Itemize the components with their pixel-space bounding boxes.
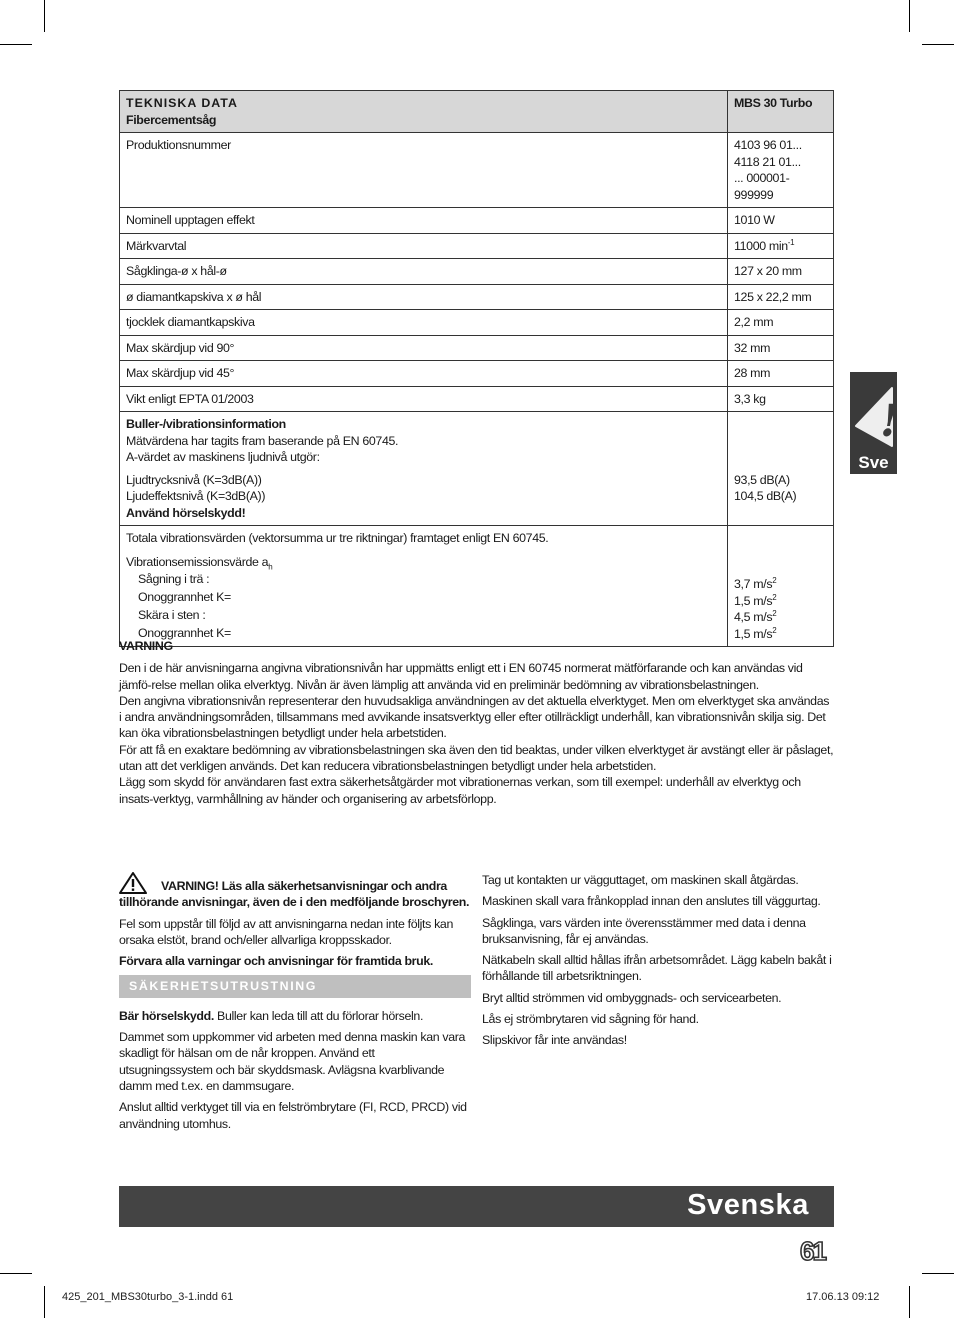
row-label: tjocklek diamantkapskiva xyxy=(120,310,728,336)
vibration-wood-label: Sågning i trä : xyxy=(138,572,210,586)
vibration-wood-uncertainty-text: 1,5 m/s xyxy=(734,593,773,608)
list-item: Nätkabeln skall alltid hållas ifrån arbetsområdet. Lägg kabeln bakåt i förhållande till arbetsriktningen. xyxy=(482,953,832,984)
row-value-text: 11000 min xyxy=(734,238,788,253)
crop-mark xyxy=(909,1286,910,1318)
hearing-bold: Bär hörselskydd. xyxy=(119,1008,214,1023)
unit-exponent: 2 xyxy=(772,625,777,635)
list-item: Tag ut kontakten ur vägguttaget, om maskinen skall åtgärdas. xyxy=(482,873,799,887)
row-label: Sågklinga-ø x hål-ø xyxy=(120,259,728,285)
row-value: 3,3 kg xyxy=(728,386,834,412)
noise-title: Buller-/vibrationsinformation xyxy=(126,417,286,431)
production-value-1: 4103 96 01... xyxy=(734,138,802,152)
production-value-3: ... 000001-999999 xyxy=(734,171,790,202)
section-title-bar: SÄKERHETSUTRUSTNING xyxy=(119,975,471,997)
vibration-stone-value-text: 4,5 m/s xyxy=(734,610,773,624)
vibration-intro: Totala vibrationsvärden (vektorsumma ur tre riktningar) framtaget enligt EN 60745. xyxy=(126,531,549,545)
safety-warning-body: Fel som uppstår till följd av att anvisningarna nedan inte följts kan orsaka elstöt, brand och/eller allvarliga kroppsskador. xyxy=(119,916,453,947)
crop-mark xyxy=(0,44,32,45)
vibration-warning-section xyxy=(119,638,834,807)
slug-date: 17.06.13 09:12 xyxy=(806,1291,880,1303)
noise-line-2: A-värdet av maskinens ljudnivå utgör: xyxy=(126,450,320,464)
crop-mark xyxy=(909,0,910,32)
table-row xyxy=(120,361,834,387)
production-value-2: 4118 21 01... xyxy=(734,154,801,169)
noise-row xyxy=(120,412,834,526)
list-item: Slipskivor får inte användas! xyxy=(482,1033,627,1048)
noise-power-label: Ljudeffektsnivå (K=3dB(A)) xyxy=(126,489,266,503)
table-row xyxy=(120,233,834,259)
table-row xyxy=(120,208,834,234)
warning-paragraph: För att få en exaktare bedömning av vibrationsbelastningen ska även den tid beaktas, under vilken elverktyget är avstängt eller är påslaget, utan att det verkligen används. Det kan reducera vibrationsbelastningen betydligt under hela arbetstiden. xyxy=(119,742,834,774)
production-value xyxy=(728,133,834,208)
table-row xyxy=(120,284,834,310)
vibration-value-cell xyxy=(728,526,834,647)
noise-line-1: Mätvärdena har tagits fram baserande på EN 60745. xyxy=(126,433,399,448)
row-label: Märkvarvtal xyxy=(120,233,728,259)
crop-mark xyxy=(922,1273,954,1274)
row-label: Max skärdjup vid 45° xyxy=(120,361,728,387)
list-item: Lås ej strömbrytaren vid sågning för hand. xyxy=(482,1012,699,1027)
safety-warning-text: VARNING! Läs alla säkerhetsanvisningar och andra tillhörande anvisningar, även de i den medföljande broschyren. xyxy=(119,879,470,910)
vibration-wood-value-text: 3,7 m/s xyxy=(734,577,773,591)
table-header-subtitle: Fibercementsåg xyxy=(126,112,217,127)
vibration-emission-sub: h xyxy=(268,561,273,571)
warning-title: VARNING xyxy=(119,639,173,653)
right-column xyxy=(482,872,834,1054)
warning-triangle-icon xyxy=(852,378,900,448)
row-label: ø diamantkapskiva x ø hål xyxy=(120,284,728,310)
dust-paragraph: Dammet som uppkommer vid arbeten med denna maskin kan vara skadligt för hälsan om de når kroppen. Använd ett utsugningssystem och bär skyddsmask. Avlägsna kvarblivande damm med t.ex. en dammsugare. xyxy=(119,1030,466,1093)
vibration-wood-uncertainty-label: Onoggrannhet K= xyxy=(138,590,231,604)
warning-triangle-icon xyxy=(119,872,147,894)
vibration-emission-label xyxy=(126,554,721,571)
svg-text:!: ! xyxy=(880,396,900,447)
safety-warning-heading xyxy=(119,872,471,911)
table-header-model: MBS 30 Turbo xyxy=(728,91,834,133)
crop-mark xyxy=(922,44,954,45)
page-number: 61 xyxy=(800,1236,825,1266)
row-value xyxy=(728,233,834,259)
vibration-wood-uncertainty-value xyxy=(734,593,827,610)
language-side-tab xyxy=(850,372,900,474)
side-tab-label: Sve xyxy=(858,453,889,472)
table-header-row xyxy=(120,91,834,133)
language-footer-bar xyxy=(119,1186,834,1227)
row-value: 28 mm xyxy=(728,361,834,387)
unit-exponent: 2 xyxy=(772,592,777,602)
vibration-row xyxy=(120,526,834,647)
slug-file: 425_201_MBS30turbo_3-1.indd 61 xyxy=(62,1291,234,1303)
row-value: 1010 W xyxy=(728,208,834,234)
technical-data-table xyxy=(119,90,834,647)
row-value: 125 x 22,2 mm xyxy=(728,284,834,310)
hearing-protection xyxy=(119,1008,471,1024)
list-item: Bryt alltid strömmen vid ombyggnads- och servicearbeten. xyxy=(482,990,782,1005)
table-row xyxy=(120,335,834,361)
vibration-wood-value xyxy=(734,576,827,593)
list-item: Sågklinga, vars värden inte överensstämmer med data i denna bruksanvisning, får ej användas. xyxy=(482,915,806,946)
crop-mark xyxy=(44,0,45,32)
unit-exponent: 2 xyxy=(772,575,777,585)
footer-language: Svenska xyxy=(687,1189,809,1221)
noise-pressure-value: 93,5 dB(A) xyxy=(734,472,790,487)
vibration-stone-value xyxy=(734,609,827,626)
keep-instructions: Förvara alla varningar och anvisningar för framtida bruk. xyxy=(119,954,434,969)
crop-mark xyxy=(0,1273,32,1274)
warning-paragraph: Lägg som skydd för användaren fast extra säkerhetsåtgärder mot vibrationernas verkan, som till exempel: underhåll av elverktyg och insats-verktyg, varmhållning av händer och organisering av arbetsförlopp. xyxy=(119,775,801,806)
noise-pressure-label: Ljudtrycksnivå (K=3dB(A)) xyxy=(126,472,262,487)
noise-label-cell xyxy=(120,412,728,526)
row-value: 127 x 20 mm xyxy=(728,259,834,285)
hearing-text: Buller kan leda till att du förlorar hörseln. xyxy=(213,1008,424,1023)
table-header-title: TEKNISKA DATA xyxy=(126,96,238,110)
noise-protection: Använd hörselskydd! xyxy=(126,505,246,520)
row-value: 32 mm xyxy=(728,335,834,361)
list-item: Maskinen skall vara frånkopplad innan den anslutes till väggurtag. xyxy=(482,894,821,909)
vibration-emission-text: Vibrationsemissionsvärde a xyxy=(126,554,269,569)
vibration-label-cell xyxy=(120,526,728,647)
row-value-exponent: -1 xyxy=(787,237,795,247)
noise-power-value: 104,5 dB(A) xyxy=(734,489,797,503)
crop-mark xyxy=(44,1286,45,1318)
left-column xyxy=(119,872,471,1137)
table-header-title-cell xyxy=(120,91,728,133)
row-label: Max skärdjup vid 90° xyxy=(120,335,728,361)
warning-paragraph: Den i de här anvisningarna angivna vibrationsnivån har uppmätts enligt ett i EN 60745 normerat mätförfarande och kan användas vid jämfö-relse mellan olika elverktyg. Nivån är även lämplig att använda vid en preliminär bedömning av vibrationsbelastningen. xyxy=(119,661,803,692)
unit-exponent: 2 xyxy=(772,608,777,618)
table-row xyxy=(120,386,834,412)
table-row xyxy=(120,310,834,336)
rcd-paragraph: Anslut alltid verktyget till via en felströmbrytare (FI, RCD, PRCD) vid användning utomhus. xyxy=(119,1100,467,1131)
row-value: 2,2 mm xyxy=(728,310,834,336)
warning-paragraph: Den angivna vibrationsnivån representerar den huvudsakliga användningen av det aktuella elverktyget. Men om elverktyget ska användas i andra användningsområden, tillsammans med avvikande insatsverktyg eller efter otillräckligt underhåll, kan vibrationsnivån skilja sig. Det kan öka vibrationsbelastningen betydligt under hela arbetstiden. xyxy=(119,693,830,741)
table-row xyxy=(120,133,834,208)
vibration-stone-label: Skära i sten : xyxy=(138,608,206,622)
production-label: Produktionsnummer xyxy=(120,133,728,208)
table-row xyxy=(120,259,834,285)
noise-value-cell xyxy=(728,412,834,526)
row-label: Vikt enligt EPTA 01/2003 xyxy=(120,386,728,412)
vibration-stone-uncertainty-label: Onoggrannhet K= xyxy=(138,626,231,640)
vibration-stone-uncertainty-text: 1,5 m/s xyxy=(734,626,773,641)
row-label: Nominell upptagen effekt xyxy=(120,208,728,234)
